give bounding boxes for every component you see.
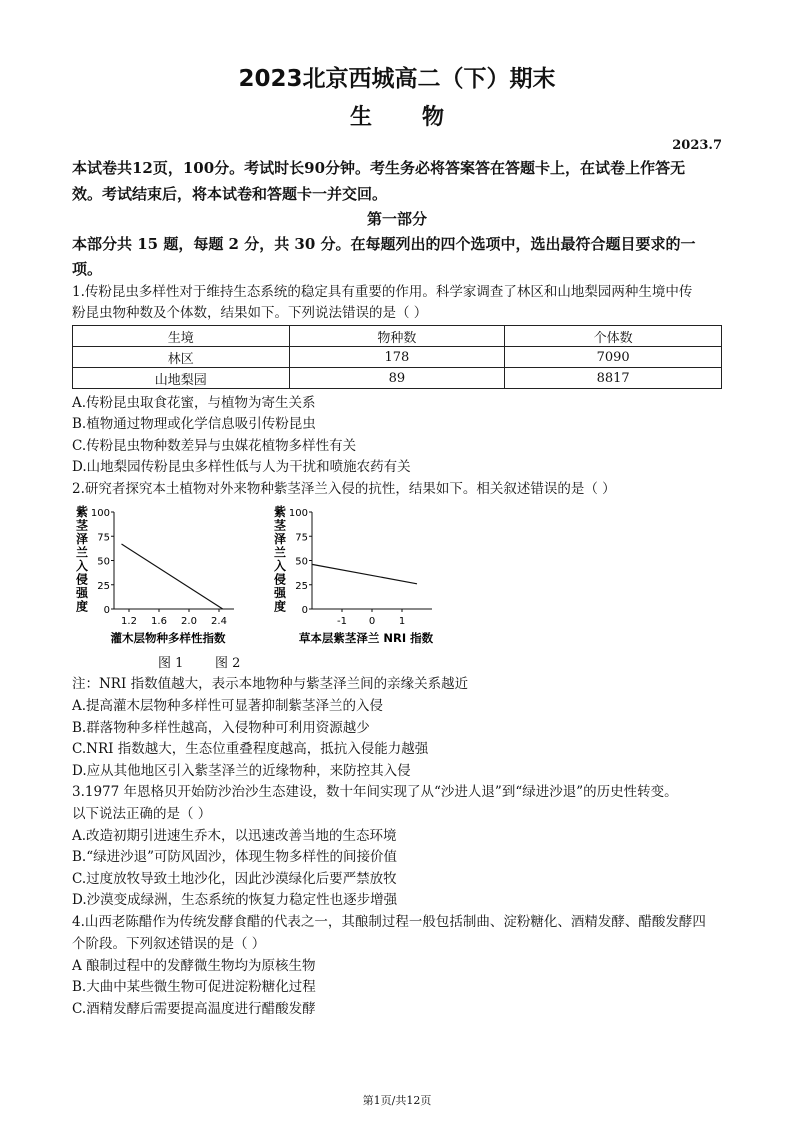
x-tick-label: -1 <box>337 616 347 627</box>
q1-option-a: A.传粉昆虫取食花蜜，与植物为寄生关系 <box>72 395 316 411</box>
y-tick-label: 50 <box>97 556 110 568</box>
x-tick-label: 2.4 <box>211 616 227 627</box>
q1-data-table <box>72 325 722 389</box>
instructions-line1: 本试卷共12页，100分。考试时长90分钟。考生务必将答案答在答题卡上，在试卷上作答无 <box>72 159 686 177</box>
series-line <box>312 564 417 583</box>
q3-stem-line1: 3.1977 年恩格贝开始防沙治沙生态建设，数十年间实现了从“沙进人退”到“绿进沙退”的历史性转变。 <box>72 784 678 800</box>
y-tick-label: 0 <box>301 605 308 616</box>
q3-option-c: C.过度放牧导致土地沙化，因此沙漠绿化后要严禁放牧 <box>72 871 397 887</box>
y-axis-label-char: 度 <box>75 599 89 614</box>
y-tick-label: 75 <box>295 532 308 544</box>
y-axis-label-char: 兰 <box>75 545 89 560</box>
q2-stem: 2.研究者探究本土植物对外来物种紫茎泽兰入侵的抗性，结果如下。相关叙述错误的是（ ） <box>72 481 616 497</box>
q2-option-a: A.提高灌木层物种多样性可显著抑制紫茎泽兰的入侵 <box>72 698 384 714</box>
y-tick-label: 0 <box>103 605 110 616</box>
chart2-plot <box>273 504 434 645</box>
chart-figure-1 <box>70 500 260 650</box>
q1-stem-line1: 1.传粉昆虫多样性对于维持生态系统的稳定具有重要的作用。科学家调查了林区和山地梨园两种生境中传 <box>72 284 693 300</box>
y-tick-label: 75 <box>97 532 110 544</box>
part1-desc1: 本部分共 15 题，每题 2 分，共 30 分。在每题列出的四个选项中，选出最符合题目要求的一 <box>72 235 696 253</box>
q1-stem-line2: 粉昆虫物种数及个体数，结果如下。下列说法错误的是（ ） <box>72 305 428 321</box>
q3-option-b: B.“绿进沙退”可防风固沙，体现生物多样性的间接价值 <box>72 849 398 865</box>
table-cell: 7090 <box>505 347 722 368</box>
part1-desc2: 项。 <box>72 260 103 278</box>
x-tick-label: 1 <box>398 616 406 627</box>
x-tick-label: 1.6 <box>151 616 167 627</box>
y-axis-label-char: 茎 <box>75 518 89 533</box>
q3-stem-line2: 以下说法正确的是（ ） <box>72 806 212 822</box>
q1-option-c: C.传粉昆虫物种数差异与虫媒花植物多样性有关 <box>72 438 357 454</box>
y-tick-label: 25 <box>295 580 308 592</box>
y-axis-label-char: 泽 <box>273 532 287 546</box>
y-axis-label-char: 紫 <box>75 505 89 519</box>
table-header-cell: 个体数 <box>505 326 722 347</box>
table-cell: 山地梨园 <box>73 368 290 389</box>
table-cell: 林区 <box>73 347 290 368</box>
q4-option-b: B.大曲中某些微生物可促进淀粉糖化过程 <box>72 979 316 995</box>
y-tick-label: 50 <box>295 556 308 568</box>
q2-note: 注：NRI 指数值越大，表示本地物种与紫茎泽兰间的亲缘关系越近 <box>72 676 469 692</box>
x-tick-label: 0 <box>368 616 376 627</box>
table-header-row <box>73 326 722 347</box>
table-cell: 178 <box>289 347 505 368</box>
table-header-cell: 物种数 <box>289 326 505 347</box>
instructions-line2: 效。考试结束后，将本试卷和答题卡一并交回。 <box>72 185 388 203</box>
part1-heading: 第一部分 <box>366 210 427 228</box>
q3-option-d: D.沙漠变成绿洲，生态系统的恢复力稳定性也逐步增强 <box>72 892 398 908</box>
q3-option-a: A.改造初期引进速生乔木，以迅速改善当地的生态环境 <box>72 828 397 844</box>
figure-1-label: 图 1 <box>158 656 184 671</box>
x-tick-label: 2.0 <box>181 616 197 627</box>
y-tick-label: 100 <box>90 508 110 519</box>
table-cell: 89 <box>289 368 505 389</box>
y-axis-label-char: 紫 <box>273 505 287 519</box>
q4-stem-line1: 4.山西老陈醋作为传统发酵食醋的代表之一，其酿制过程一般包括制曲、淀粉糖化、酒精发酵、醋酸发酵四 <box>72 914 706 930</box>
table-header-cell: 生境 <box>73 326 290 347</box>
q4-option-a: A 酿制过程中的发酵微生物均为原核生物 <box>72 958 316 974</box>
y-tick-label: 25 <box>97 580 110 592</box>
figure-2-label: 图 2 <box>215 656 241 671</box>
y-axis-label-char: 入 <box>75 559 89 573</box>
q1-option-d: D.山地梨园传粉昆虫多样性低与人为干扰和喷施农药有关 <box>72 459 411 475</box>
y-axis-label-char: 度 <box>273 599 287 614</box>
table-row <box>73 368 722 389</box>
y-axis-label-char: 强 <box>75 586 89 600</box>
table-row <box>73 347 722 368</box>
table-cell: 8817 <box>505 368 722 389</box>
y-axis-label-char: 茎 <box>273 518 287 533</box>
page-footer: 第1页/共12页 <box>362 1094 432 1107</box>
q2-option-d: D.应从其他地区引入紫茎泽兰的近缘物种，来防控其入侵 <box>72 763 411 779</box>
chart-figure-2 <box>268 500 458 650</box>
y-axis-label-char: 强 <box>273 586 287 600</box>
y-axis-label-char: 泽 <box>75 532 89 546</box>
y-axis-label-char: 侵 <box>75 572 89 587</box>
series-line <box>122 544 223 609</box>
x-axis-label: 草本层紫茎泽兰 NRI 指数 <box>298 631 434 645</box>
x-axis-label: 灌木层物种多样性指数 <box>110 631 226 645</box>
y-axis-label-char: 侵 <box>273 572 287 587</box>
q2-option-b: B.群落物种多样性越高，入侵物种可利用资源越少 <box>72 720 370 736</box>
y-tick-label: 100 <box>288 508 308 519</box>
y-axis-label-char: 入 <box>273 559 287 573</box>
chart1-plot <box>75 504 234 645</box>
q4-option-c: C.酒精发酵后需要提高温度进行醋酸发酵 <box>72 1001 316 1017</box>
x-tick-label: 1.2 <box>121 616 137 627</box>
q1-option-b: B.植物通过物理或化学信息吸引传粉昆虫 <box>72 416 316 432</box>
exam-date: 2023.7 <box>672 138 722 153</box>
q4-stem-line2: 个阶段。下列叙述错误的是（ ） <box>72 936 266 952</box>
q2-option-c: C.NRI 指数越大，生态位重叠程度越高，抵抗入侵能力越强 <box>72 741 429 757</box>
subject-title: 生物 <box>349 105 494 130</box>
exam-title: 2023北京西城高二（下）期末 <box>238 66 556 92</box>
y-axis-label-char: 兰 <box>273 545 287 560</box>
